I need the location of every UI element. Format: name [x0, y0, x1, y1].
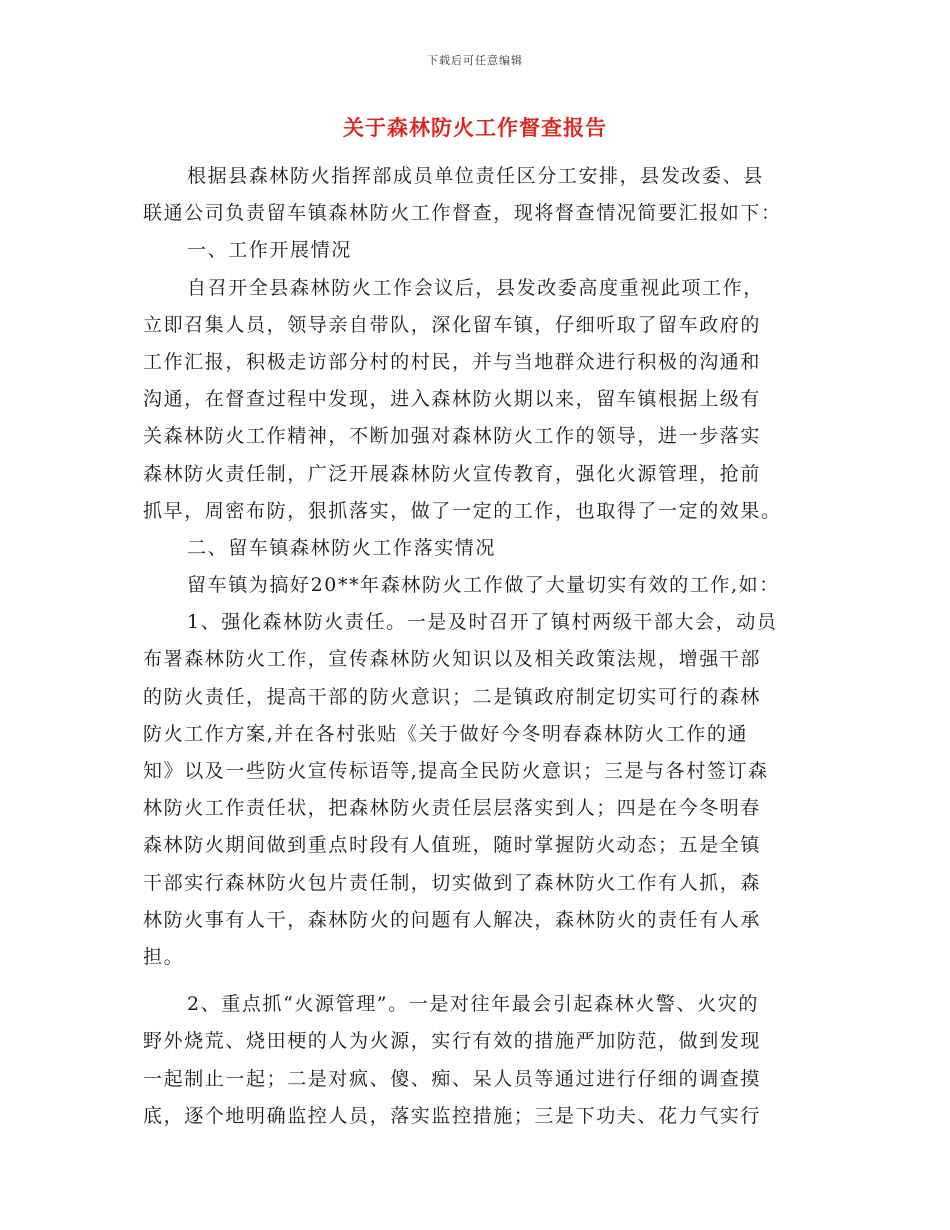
document-title: 关于森林防火工作督查报告 [343, 115, 607, 140]
paragraph-line: 一起制止一起；二是对疯、傻、痴、呆人员等通过进行仔细的调查摸 [143, 1067, 762, 1090]
paragraph-line: 根据县森林防火指挥部成员单位责任区分工安排，县发改委、县 [187, 165, 764, 187]
paragraph-line: 抓早，周密布防，狠抓落实，做了一定的工作，也取得了一定的效果。 [143, 499, 782, 522]
paragraph-line: 联通公司负责留车镇森林防火工作督查，现将督查情况简要汇报如下： [143, 202, 782, 225]
header-note: 下载后可任意编辑 [427, 54, 523, 67]
section-heading-1: 一、工作开展情况 [187, 239, 352, 262]
paragraph-line: 干部实行森林防火包片责任制，切实做到了森林防火工作有人抓，森 [143, 871, 762, 894]
paragraph-line: 沟通，在督查过程中发现，进入森林防火期以来，留车镇根据上级有 [143, 388, 762, 411]
paragraph-line: 野外烧荒、烧田梗的人为火源，实行有效的措施严加防范，做到发现 [143, 1030, 762, 1053]
paragraph-line: 自召开全县森林防火工作会议后，县发改委高度重视此项工作， [187, 276, 764, 299]
paragraph-line: 关森林防火工作精神，不断加强对森林防火工作的领导，进一步落实 [143, 425, 762, 448]
paragraph-line: 林防火工作责任状，把森林防火责任层层落实到人；四是在今冬明春 [143, 797, 762, 820]
section-heading-2: 二、留车镇森林防火工作落实情况 [187, 536, 497, 559]
paragraph-line: 林防火事有人干，森林防火的问题有人解决，森林防火的责任有人承 [143, 908, 762, 931]
paragraph-line: 的防火责任，提高干部的防火意识；二是镇政府制定切实可行的森林 [143, 685, 762, 708]
paragraph-line: 知》以及一些防火宣传标语等,提高全民防火意识；三是与各村签订森 [143, 760, 769, 782]
paragraph-line: 森林防火期间做到重点时段有人值班，随时掌握防火动态；五是全镇 [143, 834, 762, 857]
paragraph-gap [143, 976, 808, 986]
document-body [143, 158, 808, 1135]
paragraph-line: 工作汇报，积极走访部分村的村民，并与当地群众进行积极的沟通和 [143, 350, 762, 373]
paragraph-line: 防火工作方案,并在各村张贴《关于做好今冬明春森林防火工作的通 [143, 722, 749, 745]
paragraph-line: 1、强化森林防火责任。一是及时召开了镇村两级干部大会，动员 [187, 611, 778, 634]
paragraph-line: 立即召集人员，领导亲自带队，深化留车镇，仔细听取了留车政府的 [143, 313, 762, 336]
paragraph-line: 担。 [143, 945, 185, 968]
paragraph-line: 森林防火责任制，广泛开展森林防火宣传教育，强化火源管理，抢前 [143, 462, 762, 485]
paragraph-line: 留车镇为搞好20**年森林防火工作做了大量切实有效的工作,如： [187, 574, 780, 597]
paragraph-line: 底，逐个地明确监控人员，落实监控措施；三是下功夫、花力气实行 [143, 1104, 762, 1127]
paragraph-line: 布署森林防火工作，宣传森林防火知识以及相关政策法规，增强干部 [143, 648, 762, 671]
paragraph-line: 2、重点抓“火源管理”。一是对往年最会引起森林火警、火灾的 [187, 993, 759, 1016]
